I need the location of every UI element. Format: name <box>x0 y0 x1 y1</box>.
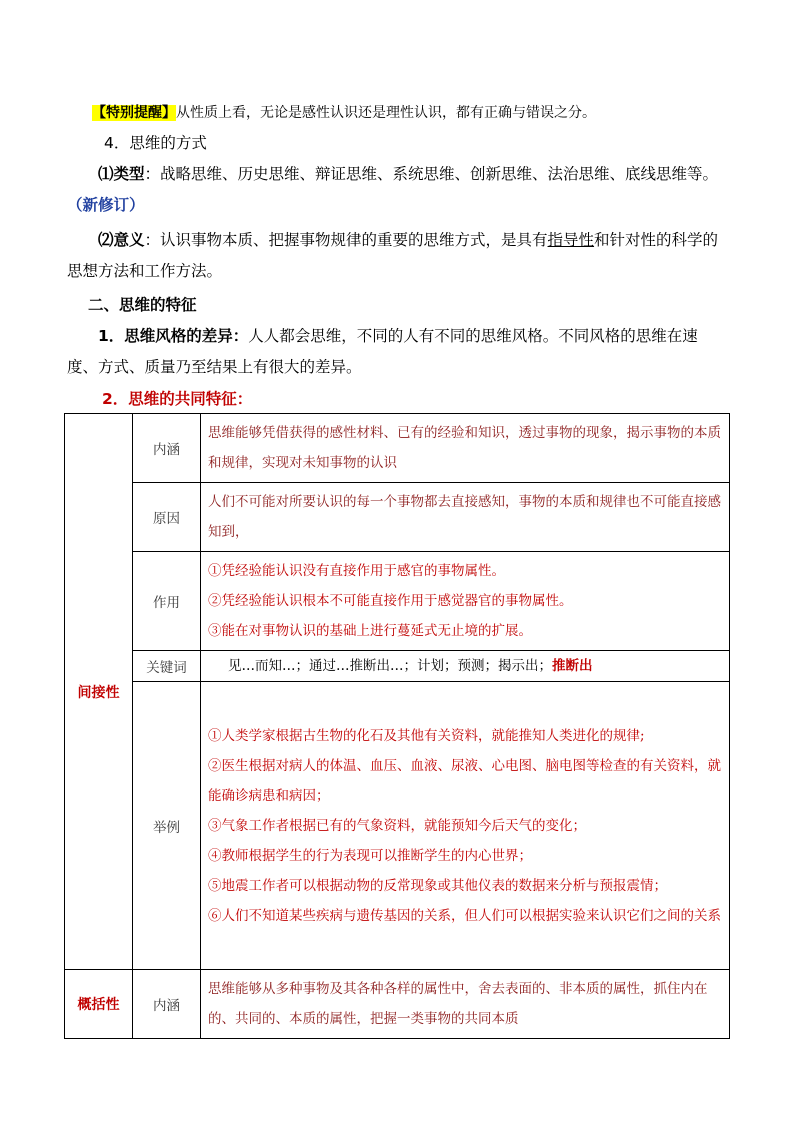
indirect-reason-text: 人们不可能对所要认识的每一个事物都去直接感知，事物的本质和规律也不可能直接感知到， <box>201 483 730 552</box>
example-item: ⑥人们不知道某些疾病与遗传基因的关系，但人们可以根据实验来认识它们之间的关系 <box>208 907 721 924</box>
types-text: ：战略思维、历史思维、辩证思维、系统思维、创新思维、法治思维、底线思维等。 <box>144 165 719 183</box>
general-connotation-label: 内涵 <box>133 970 201 1039</box>
indirect-reason-label: 原因 <box>133 483 201 552</box>
item1-label: 1．思维风格的差异： <box>98 327 249 345</box>
features-table <box>64 413 730 1039</box>
table-row <box>65 970 730 1039</box>
section4-title: 4．思维的方式 <box>104 134 207 152</box>
meaning-underlined: 指导性 <box>547 231 595 249</box>
table-row <box>65 651 730 682</box>
thinking-meaning <box>67 225 727 287</box>
table-row <box>65 414 730 483</box>
indirect-label: 间接性 <box>65 414 133 970</box>
reminder-text: 从性质上看，无论是感性认识还是理性认识，都有正确与错误之分。 <box>176 105 596 121</box>
item1-text: 人人都会思维，不同的人有不同的思维风格。不同风格的思维在速度、方式、质量乃至结果上有很大的差异。 <box>67 327 698 376</box>
indirect-effects <box>201 552 730 651</box>
indirect-examples <box>201 682 730 970</box>
indirect-keywords-label: 关键词 <box>133 651 201 682</box>
example-item: ②医生根据对病人的体温、血压、血液、尿液、心电图、脑电图等检查的有关资料，就能确诊病患和病因； <box>208 757 721 804</box>
effect-item: ②凭经验能认识根本不可能直接作用于感觉器官的事物属性。 <box>208 593 573 609</box>
meaning-text-a: ：认识事物本质、把握事物规律的重要的思维方式，是具有 <box>144 231 548 249</box>
effect-item: ①凭经验能认识没有直接作用于感官的事物属性。 <box>208 563 505 579</box>
general-connotation-text: 思维能够从多种事物及其各种各样的属性中，舍去表面的、非本质的属性，抓住内在的、共同的、本质的属性，把握一类事物的共同本质 <box>201 970 730 1039</box>
keywords-text: 见…而知…；通过…推断出…；计划；预测；揭示出； <box>228 658 552 674</box>
common-features-title: 2．思维的共同特征： <box>102 390 253 408</box>
reminder-tag: 【特别提醒】 <box>92 105 176 121</box>
indirect-effect-label: 作用 <box>133 552 201 651</box>
style-difference <box>67 321 727 383</box>
types-tag: （新修订） <box>67 196 145 214</box>
indirect-keywords <box>201 651 730 682</box>
thinking-types <box>67 159 727 221</box>
effect-item: ③能在对事物认识的基础上进行蔓延式无止境的扩展。 <box>208 623 532 639</box>
meaning-label: ⑵意义 <box>98 231 145 249</box>
keywords-bold: 推断出 <box>552 658 593 674</box>
section2-title: 二、思维的特征 <box>88 296 197 314</box>
table-row <box>65 682 730 970</box>
indirect-connotation-text: 思维能够凭借获得的感性材料、已有的经验和知识，透过事物的现象，揭示事物的本质和规律，实现对未知事物的认识 <box>201 414 730 483</box>
example-item: ③气象工作者根据已有的气象资料，就能预知今后天气的变化； <box>208 817 586 834</box>
example-item: ④教师根据学生的行为表现可以推断学生的内心世界； <box>208 847 532 864</box>
example-item: ①人类学家根据古生物的化石及其他有关资料，就能推知人类进化的规律; <box>208 727 645 744</box>
table-row <box>65 483 730 552</box>
indirect-examples-label: 举例 <box>133 682 201 970</box>
general-label: 概括性 <box>65 970 133 1039</box>
special-reminder <box>92 98 752 129</box>
indirect-connotation-label: 内涵 <box>133 414 201 483</box>
table-row <box>65 552 730 651</box>
meaning-text-b: 和针对性的科学的思想方法和工作方法。 <box>67 231 719 280</box>
types-label: ⑴类型 <box>98 165 145 183</box>
example-item: ⑤地震工作者可以根据动物的反常现象或其他仪表的数据来分析与预报震情； <box>208 877 667 894</box>
